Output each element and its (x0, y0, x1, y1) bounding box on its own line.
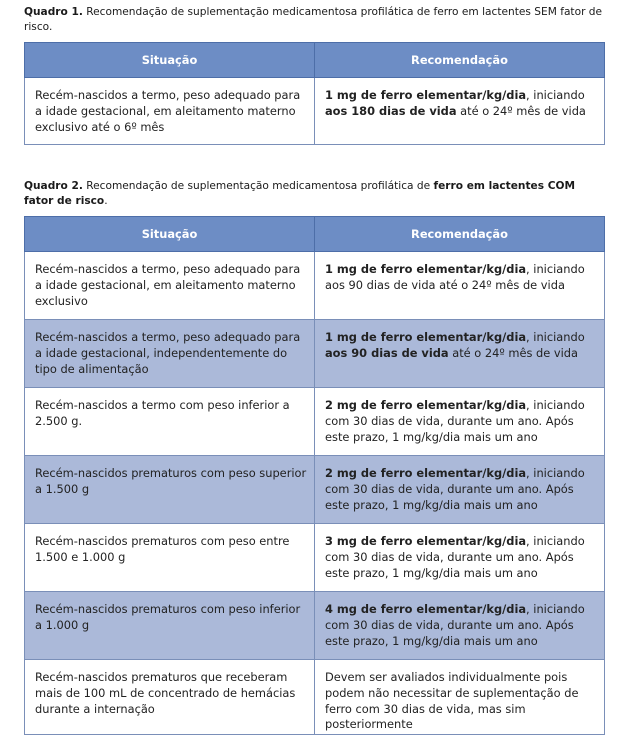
quadro2-body (25, 252, 605, 735)
recomendacao-segment: até o 24º mês de vida (448, 345, 578, 360)
quadro2-caption-segment: . (104, 195, 108, 207)
recomendacao-cell (315, 592, 605, 660)
quadro1-body (25, 78, 605, 145)
recomendacao-segment: , iniciando com 30 dias de vida, durante um ano. Após este prazo, 1 mg/kg/dia mais um ano (325, 398, 585, 444)
quadro1-label: Quadro 1. (24, 6, 83, 18)
recomendacao-segment: 1 mg de ferro elementar/kg/dia (325, 88, 527, 102)
recomendacao-segment: , iniciando com 30 dias de vida, durante um ano. Após este prazo, 1 mg/kg/dia mais um ano (325, 534, 585, 580)
recomendacao-segment: 1 mg de ferro elementar/kg/dia (325, 262, 527, 276)
quadro2-caption-segment: Recomendação de suplementação medicamentosa profilática de (82, 180, 434, 192)
quadro1-caption (24, 5, 606, 35)
quadro2-header-row (25, 217, 605, 252)
recomendacao-cell (315, 456, 605, 524)
quadro2-header-situacao: Situação (25, 217, 315, 252)
recomendacao-segment: , iniciando com 30 dias de vida, durante um ano. Após este prazo, 1 mg/kg/dia mais um ano (325, 466, 585, 512)
recomendacao-segment: aos 180 dias de vida (325, 103, 457, 118)
quadro1-header-recomendacao: Recomendação (315, 43, 605, 78)
situacao-cell: Recém-nascidos a termo, peso adequado para a idade gestacional, em aleitamento materno exclusivo até o 6º mês (25, 78, 315, 145)
situacao-cell: Recém-nascidos prematuros com peso inferior a 1.000 g (25, 592, 315, 660)
recomendacao-segment: até o 24º mês de vida (456, 103, 586, 118)
quadro2-caption (24, 179, 606, 209)
recomendacao-segment: Devem ser avaliados individualmente pois podem não necessitar de suplementação de ferro com 30 dias de vida, mas sim posteriormente (325, 670, 579, 732)
recomendacao-segment: , iniciando com 30 dias de vida, durante um ano. Após este prazo, 1 mg/kg/dia mais um ano (325, 602, 585, 648)
recomendacao-segment: aos 90 dias de vida (325, 345, 449, 360)
recomendacao-segment: , iniciando aos 90 dias de vida até o 24º mês de vida (325, 262, 585, 292)
table-row (25, 320, 605, 388)
recomendacao-segment: 2 mg de ferro elementar/kg/dia (325, 466, 527, 480)
situacao-cell: Recém-nascidos prematuros com peso entre 1.500 e 1.000 g (25, 524, 315, 592)
recomendacao-segment: 3 mg de ferro elementar/kg/dia (325, 534, 527, 548)
situacao-cell: Recém-nascidos a termo, peso adequado para a idade gestacional, independentemente do tipo de alimentação (25, 320, 315, 388)
recomendacao-cell (315, 252, 605, 320)
table-row (25, 456, 605, 524)
situacao-cell: Recém-nascidos a termo, peso adequado para a idade gestacional, em aleitamento materno exclusivo (25, 252, 315, 320)
table-row (25, 524, 605, 592)
recomendacao-cell (315, 660, 605, 735)
quadro2-caption-segment: Quadro 2. (24, 180, 83, 192)
table-row (25, 660, 605, 735)
recomendacao-segment: , iniciando (526, 330, 585, 344)
quadro1-table (24, 42, 605, 145)
recomendacao-cell (315, 524, 605, 592)
situacao-cell: Recém-nascidos a termo com peso inferior a 2.500 g. (25, 388, 315, 456)
recomendacao-cell (315, 320, 605, 388)
table-row (25, 78, 605, 145)
recomendacao-segment: , iniciando (526, 88, 585, 102)
table-row (25, 592, 605, 660)
recomendacao-segment: 2 mg de ferro elementar/kg/dia (325, 398, 527, 412)
quadro1-header-row (25, 43, 605, 78)
quadro2-caption-segment: ferro em lactentes COM fator de risco (24, 180, 576, 207)
recomendacao-segment: 4 mg de ferro elementar/kg/dia (325, 602, 527, 616)
quadro2-header-recomendacao: Recomendação (315, 217, 605, 252)
recomendacao-segment: 1 mg de ferro elementar/kg/dia (325, 330, 527, 344)
recomendacao-cell (315, 78, 605, 145)
recomendacao-cell (315, 388, 605, 456)
table-row (25, 388, 605, 456)
situacao-cell: Recém-nascidos prematuros que receberam mais de 100 mL de concentrado de hemácias durante a internação (25, 660, 315, 735)
quadro1-title: Recomendação de suplementação medicamentosa profilática de ferro em lactentes SEM fator de risco. (24, 6, 603, 33)
quadro2-table (24, 216, 605, 735)
table-row (25, 252, 605, 320)
situacao-cell: Recém-nascidos prematuros com peso superior a 1.500 g (25, 456, 315, 524)
quadro1-header-situacao: Situação (25, 43, 315, 78)
